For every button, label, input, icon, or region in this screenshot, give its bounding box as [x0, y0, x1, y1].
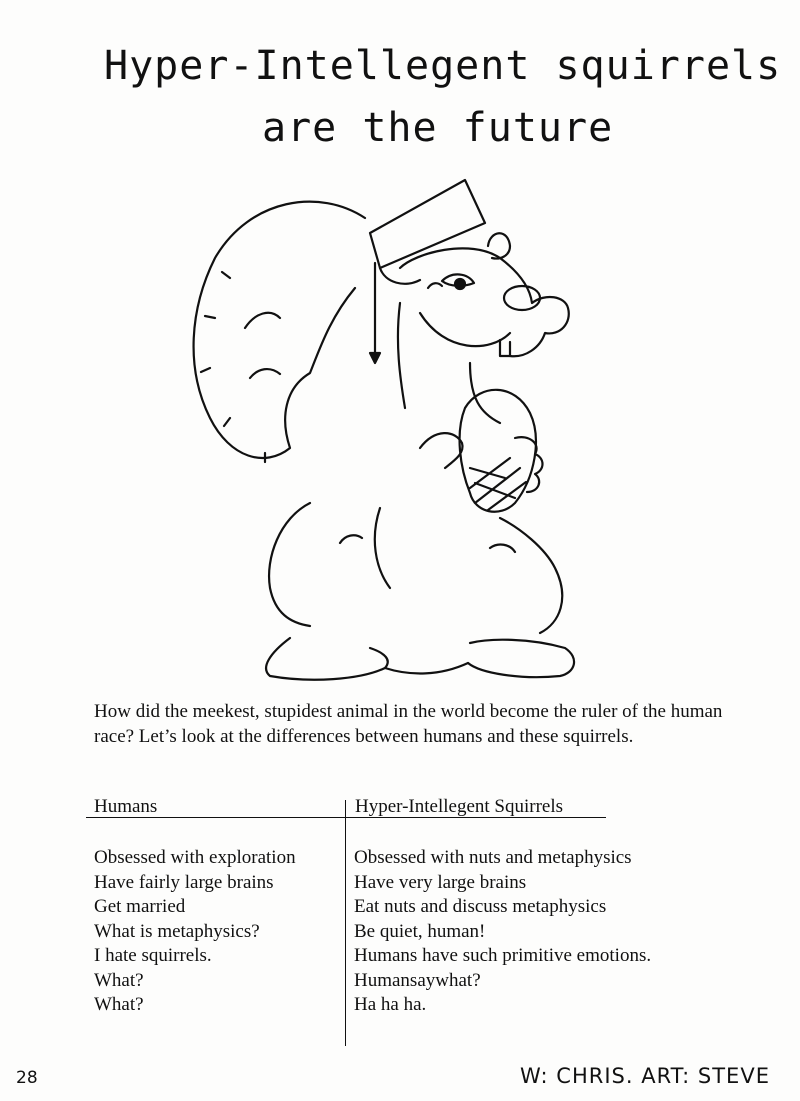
table-cell-squirrel: Eat nuts and discuss metaphysics [354, 896, 607, 917]
table-cell-human: What? [94, 994, 144, 1015]
table-cell-squirrel: Humansaywhat? [354, 969, 481, 991]
table-cell-human: Have fairly large brains [94, 871, 274, 893]
squirrel-graduate-illustration [170, 168, 600, 698]
table-cell-squirrel: Ha ha ha. [354, 994, 427, 1015]
table-cell-squirrel: Have very large brains [354, 871, 527, 893]
humans-column [94, 846, 296, 1018]
squirrels-column [354, 846, 651, 1018]
table-header-rule [86, 817, 606, 818]
credits: W: CHRIS. ART: STEVE [520, 1064, 770, 1088]
table-cell-human: What? [94, 969, 144, 991]
humans-column-header: Humans [94, 796, 158, 817]
table-cell-squirrel: Obsessed with nuts and metaphysics [354, 847, 632, 868]
table-cell-human: What is metaphysics? [94, 920, 260, 942]
table-cell-human: Obsessed with exploration [94, 847, 296, 868]
table-cell-human: I hate squirrels. [94, 945, 212, 966]
page-number: 28 [16, 1068, 38, 1088]
acorn-icon [460, 390, 536, 512]
intro-paragraph: How did the meekest, stupidest animal in the world become the ruler of the human race? Let’s look at the differences between humans and these squirrels. [94, 701, 723, 747]
page-title-line-2: are the future [262, 105, 614, 151]
table-cell-squirrel: Be quiet, human! [354, 920, 486, 942]
table-cell-squirrel: Humans have such primitive emotions. [354, 945, 652, 966]
squirrels-column-header: Hyper-Intellegent Squirrels [355, 796, 564, 817]
page-title-line-1: Hyper-Intellegent squirrels [104, 43, 782, 89]
table-column-divider [345, 800, 346, 1046]
table-cell-human: Get married [94, 896, 186, 917]
